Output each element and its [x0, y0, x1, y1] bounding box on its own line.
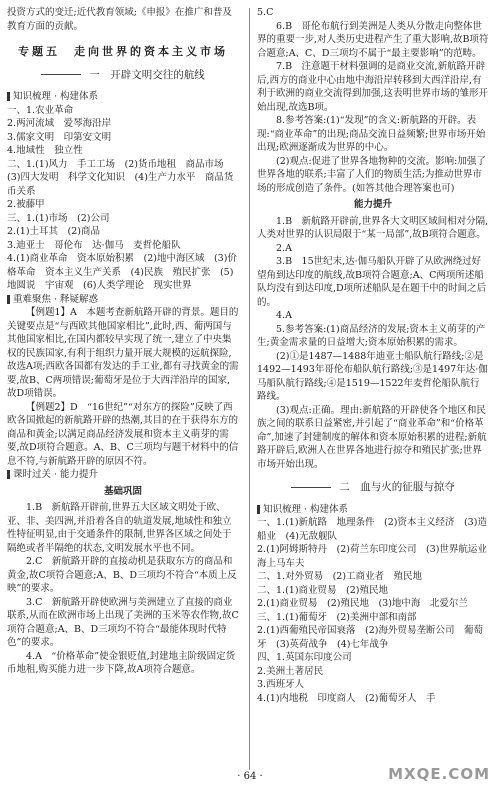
block-heading-text: 知识梳理 · 构建体系 [263, 503, 349, 515]
answer-paragraph: 8.参考答案:(1)“发现”的含义:新航路的开辟。表现:“商业革命”的出现;商品交流日益频繁;世界市场开始出现;欧洲逐渐成为世界的中心。 [257, 115, 486, 153]
answer-line: 二、1.(1)风力 手工工场 (2)货币地租 商品市场 (3)四大发明 科学文化知识 (4)生产力水平 商品货币关系 [7, 158, 234, 197]
answer-line: 2.美洲土著居民 [257, 665, 324, 677]
section-title [7, 69, 239, 83]
topic-title: 专题五 走向世界的资本主义市场 [18, 45, 228, 58]
answer-paragraph: 1.B 新航路开辟前,世界五大区域文明处于欧、亚、非、美四洲,并沿着各自的轨道发展,地域性和独立性特征明显,由于交通条件的限制,世界各区域之间处于隔绝或者半隔绝的状态,文明发展水平也不同。 [7, 502, 232, 554]
answer-line: 2.被藤甲 [7, 199, 45, 210]
answer-paragraph: (2)观点:促进了世界各地物种的交流。影响:加强了世界各地的联系;丰富了人们的物质生活;为推动世界市场的形成创造了条件。(如答其他合理答案也可) [257, 155, 486, 194]
answer-line: 2.A [276, 242, 292, 254]
answer-line: 3.迪亚士 哥伦布 达·伽马 麦哲伦船队 [7, 239, 181, 251]
section-title-text: 二 血与火的征服与掠夺 [339, 481, 455, 493]
answer-paragraph: (2)①是1487—1488年迪亚士船队航行路线;②是1492—1493年哥伦布船队航行路线;③是1497年达·伽马船队航行路线;④是1519—1522年麦哲伦船队航行路线。 [257, 350, 488, 402]
answer-line: 4.(1)商业革命 资本原始积累 (2)地中海区域 (3)价格革命 资本主义生产关系 (4)民族 殖民扩张 (5)地圆说 宇宙观 (6)人类学理论 现实世界 [7, 253, 237, 291]
answer-line: 2.(1)西葡殖民帝国衰落 (2)海外贸易垄断公司 葡萄牙 (3)英荷战争 (4)七年战争 [257, 625, 483, 650]
answer-line: 三、1.(1)葡萄牙 (2)美洲中部和南部 [257, 611, 417, 623]
left-column [7, 6, 239, 677]
answer-line: 4.地域性 独立性 [7, 145, 83, 156]
subsection-title: 基础巩固 [103, 485, 142, 497]
answer-line: 一、1.(1)新航路 地理条件 (2)资本主义经济 (3)造船业 (4)无敌舰队 [257, 517, 487, 542]
column-divider [249, 8, 250, 770]
title-rule [291, 487, 331, 488]
answer-line: 一、1.农业革命 [7, 104, 74, 116]
answer-line: 四、1.英国东印度公司 [257, 652, 352, 663]
example-answer: 【例题2】D “16世纪”“对东方的探险”反映了西欧各国掀起的新航路开辟的热潮,其目的在于获得东方的商品和黄金;以满足商品经济发展和资本主义萌芽的需要,故D项符合题意。A、B、C三项均与题干材料中的信息不符,与新航路开辟的原因不符。 [7, 401, 239, 467]
answer-paragraph: 3.B 15世纪末,达·伽马船队开辟了从欧洲绕过好望角到达印度的航线,故B项符合题意;A、C两项所述船队均没有到达印度,D项所述船队是在题干中的时间之后的。 [257, 256, 487, 308]
title-rule [41, 74, 81, 75]
answer-line: 2.(1)土耳其 (2)商品 [7, 226, 100, 237]
heading-bar [257, 505, 260, 514]
answer-line: 4.A [276, 310, 292, 321]
answer-line: 2.两河流域 爱琴海沿岸 [7, 118, 112, 129]
paragraph: 投资方式的变迁;近代教育领域;《申报》在推广和普及教育方面的贡献。 [7, 7, 232, 32]
right-column [257, 6, 497, 705]
answer-paragraph: 1.B 新航路开辟前,世界各大文明区域间相对分隔,人类对世界的认识局限于“某一局部”,故B项符合题意。 [257, 215, 489, 240]
answer-line: 3.儒家文明 印第安文明 [7, 131, 112, 143]
answer-line: 3.西班牙人 [257, 679, 305, 690]
heading-bar [7, 470, 10, 479]
section-title-text: 一 开辟文明交往的航线 [89, 68, 205, 81]
heading-bar [7, 92, 10, 101]
block-heading-text: 重难聚焦 · 释疑解惑 [13, 293, 99, 305]
answer-line: 二、1.对外贸易 (2)工商业者 殖民地 [257, 571, 423, 582]
answer-line: 2.(1)阿姆斯特丹 (2)荷兰东印度公司 (3)世界航运业 海上马车夫 [257, 544, 497, 569]
answer-paragraph: 2.C 新航路开辟的直接动机是获取东方的商品和黄金,故C项符合题意;A、B、D三项均不符合“本质上反映”的要求。 [7, 556, 237, 594]
subsection-title: 能力提升 [353, 199, 392, 210]
example-answer: 【例题1】A 本题考查新航路开辟的背景。题目的关键要点是“与西欧其他国家相比”,此时,西、葡两国与其他国家相比,在国内都较早实现了统一,建立了中央集权的民族国家,有利于组织力量开展大规模的远航探险,故选A项;西欧各国都有发达的手工业,都有寻找黄金的需要,故B、C两项错误;葡萄牙是位于大西洋沿岸的国家,故D项错误。 [7, 307, 239, 399]
section-title [257, 481, 489, 495]
watermark-logo: MXQE.COM [388, 764, 490, 783]
block-heading [257, 503, 489, 517]
block-heading [7, 90, 239, 104]
answer-line: 4.(1)内地税 印度商人 (2)葡萄牙人 手 [257, 692, 436, 704]
answer-line: 三、1.(1)市场 (2)公司 [7, 212, 110, 224]
page-number: · 64 · [237, 771, 263, 782]
answer-paragraph: 4.A “价格革命”使金银贬值,封建地主阶级固定货币地租,购买能力进一步下降,故A项符合题意。 [7, 650, 236, 675]
answer-line: 5.C [257, 7, 274, 18]
answer-paragraph: 6.B 哥伦布航行到美洲是人类从分散走向整体世界的重要一步,对人类历史进程产生了重大影响,故B项符合题意;A、C、D三项均不属于“最主要影响”的范畴。 [257, 20, 489, 59]
answer-paragraph: (3)观点:正确。理由:新航路的开辟使各个地区和民族之间的联系日益紧密,并引起了“商业革命”和“价格革命”,加速了封建制度的解体和资本原始积累的进程;新航路开辟后,欧洲人在世界各地进行掠夺和殖民扩张;世界市场开始出现。 [257, 404, 487, 470]
block-heading [7, 293, 239, 307]
block-heading-text: 课时过关 · 能力提升 [13, 469, 99, 480]
heading-bar [7, 295, 10, 304]
answer-line: 2.(1)商业贸易 (2)殖民地 (3)地中海 北爱尔兰 [257, 598, 468, 609]
answer-line: 二、1.(1)商业贸易 (2)殖民地 [257, 584, 388, 596]
block-heading [7, 468, 239, 482]
answer-paragraph: 7.B 注意题干材料强调的是商业交流,新航路开辟后,西方的商业中心由地中海沿岸转移到大西洋沿岸,有利于欧洲的商业交流得到加强,这表明世界市场的雏形开始出现,故选B项。 [257, 61, 489, 113]
answer-paragraph: 3.C 新航路开辟使欧洲与美洲建立了直接的商业联系,从而在欧洲市场上出现了美洲的玉米等农作物,故C项符合题意;A、B、D三项均不符合“最能体现时代特色”的要求。 [7, 596, 239, 648]
block-heading-text: 知识梳理 · 构建体系 [13, 91, 99, 102]
answer-paragraph: 5.参考答案:(1)商品经济的发展;资本主义萌芽的产生;黄金需求量的日益增大;资本原始积累的需求。 [257, 323, 486, 348]
